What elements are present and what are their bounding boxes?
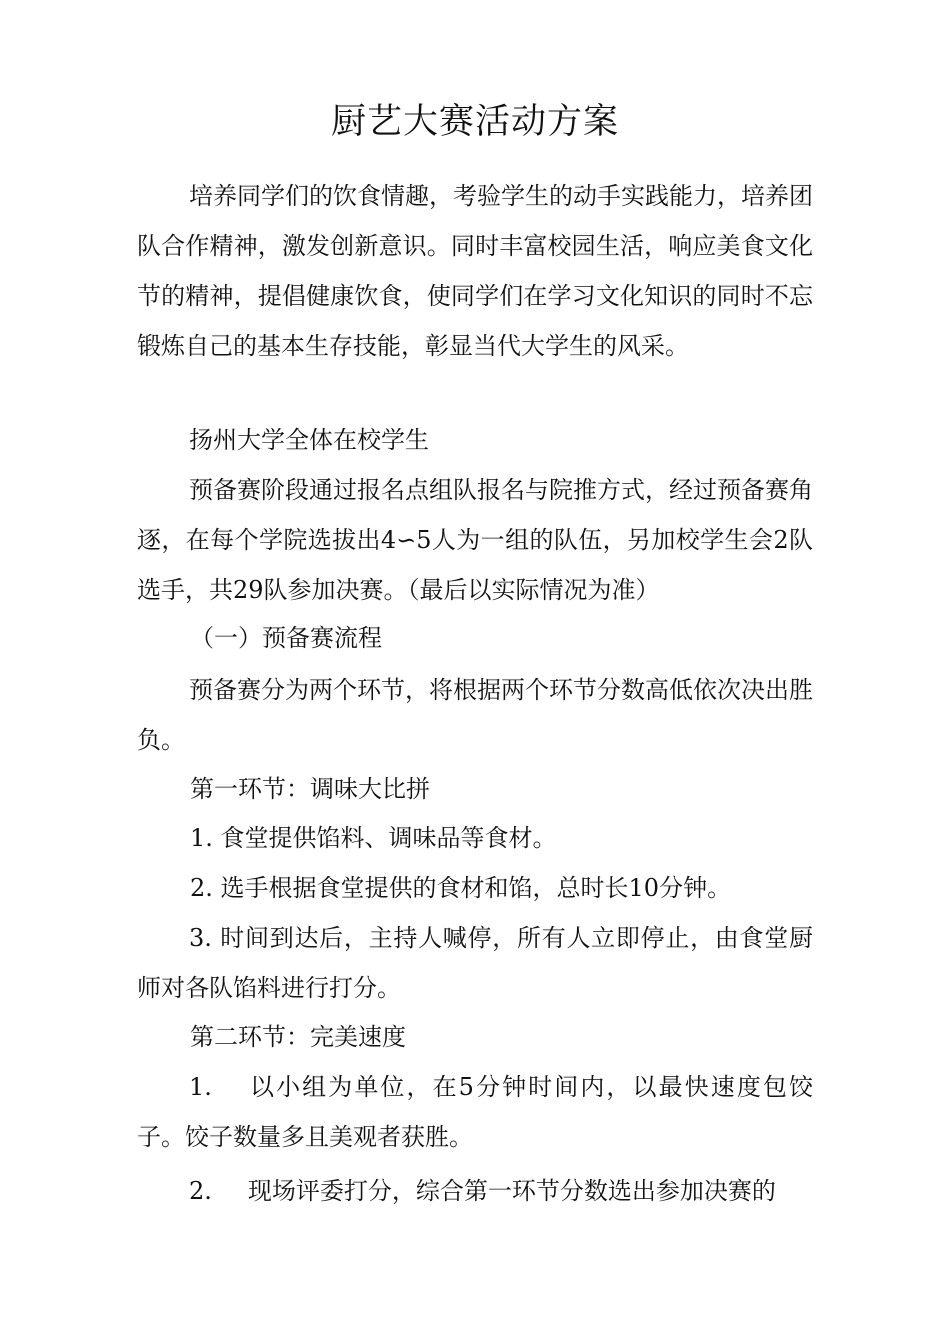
section-heading-prelim: （一）预备赛流程: [190, 624, 382, 652]
list-number: 1.: [189, 1073, 212, 1101]
list-text: 以小组为单位，在5分钟时间内，以最快速度包饺子。饺子数量多且美观者获胜。: [137, 1073, 813, 1151]
list-text: 现场评委打分，综合第一环节分数选出参加决赛的: [247, 1177, 776, 1205]
list-number: 2.: [189, 1177, 212, 1205]
list-item-round-two-2: [137, 1166, 813, 1216]
document-title: 厨艺大赛活动方案: [330, 102, 619, 142]
list-item-round-one-2: 2. 选手根据食堂提供的食材和馅，总时长10分钟。: [190, 874, 732, 902]
section-heading-round-two: 第二环节：完美速度: [190, 1023, 406, 1051]
list-item-round-one-3: 3. 时间到达后，主持人喊停，所有人立即停止，由食堂厨师对各队馅料进行打分。: [137, 924, 813, 1002]
paragraph-format: 预备赛阶段通过报名点组队报名与院推方式，经过预备赛角逐，在每个学院选拔出4∽5人为一组的队伍，另加校学生会2队选手，共29队参加决赛。（最后以实际情况为准）: [137, 476, 813, 604]
section-heading-round-one: 第一环节：调味大比拼: [190, 775, 430, 803]
paragraph-prelim-intro: 预备赛分为两个环节，将根据两个环节分数高低依次决出胜负。: [137, 676, 813, 754]
list-item-round-one-1: 1. 食堂提供馅料、调味品等食材。: [190, 824, 557, 852]
paragraph-purpose: 培养同学们的饮食情趣，考验学生的动手实践能力，培养团队合作精神，激发创新意识。同时丰富校园生活，响应美食文化节的精神，提倡健康饮食，使同学们在学习文化知识的同时不忘锻炼自己的基本生存技能，彰显当代大学生的风采。: [137, 182, 813, 360]
paragraph-participants: 扬州大学全体在校学生: [189, 426, 429, 454]
list-item-round-two-1: [137, 1062, 813, 1162]
